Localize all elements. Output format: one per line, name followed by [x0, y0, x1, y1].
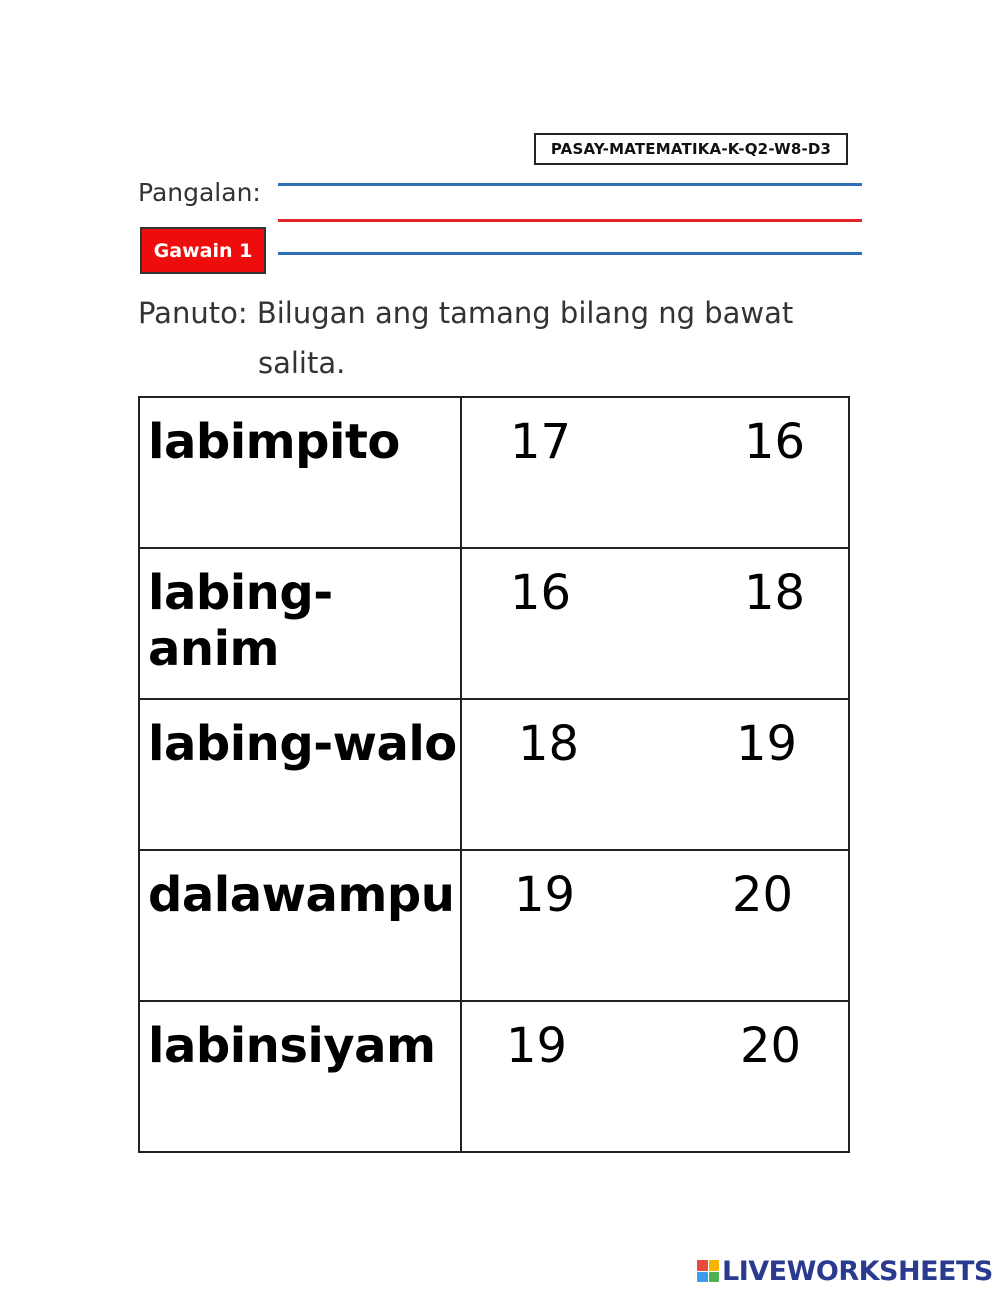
option-b[interactable]: 20	[732, 867, 794, 923]
option-a[interactable]: 18	[518, 716, 580, 772]
table-row	[139, 699, 849, 850]
option-b[interactable]: 20	[740, 1018, 802, 1074]
worksheet-code: PASAY-MATEMATIKA-K-Q2-W8-D3	[534, 133, 848, 165]
option-a[interactable]: 17	[510, 414, 572, 470]
instruction-text	[138, 288, 838, 388]
word-cell	[139, 548, 461, 699]
number-word: dalawampu	[148, 867, 455, 923]
liveworksheets-logo-icon	[697, 1260, 719, 1282]
number-word: labinsiyam	[148, 1018, 436, 1074]
instruction-line-1: Panuto: Bilugan ang tamang bilang ng bawat	[138, 296, 794, 330]
number-word: labing-anim	[148, 565, 333, 677]
table-row	[139, 1001, 849, 1152]
liveworksheets-logo	[697, 1255, 993, 1287]
name-guide-line-top	[278, 183, 862, 186]
word-cell	[139, 850, 461, 1001]
option-a[interactable]: 19	[506, 1018, 568, 1074]
option-a[interactable]: 19	[514, 867, 576, 923]
word-cell	[139, 1001, 461, 1152]
table-row	[139, 397, 849, 548]
liveworksheets-brand-text: LIVEWORKSHEETS	[722, 1255, 993, 1287]
name-guide-line-bottom	[278, 252, 862, 255]
options-cell	[461, 548, 849, 699]
option-b[interactable]: 19	[736, 716, 798, 772]
activity-badge: Gawain 1	[140, 227, 266, 274]
number-word: labimpito	[148, 414, 400, 470]
worksheet-table	[138, 396, 850, 1153]
option-a[interactable]: 16	[510, 565, 572, 621]
instruction-line-2: salita.	[258, 346, 346, 380]
number-word: labing-walo	[148, 716, 457, 772]
name-guide-line-middle	[278, 219, 862, 222]
options-cell	[461, 699, 849, 850]
word-cell	[139, 397, 461, 548]
table-row	[139, 850, 849, 1001]
option-b[interactable]: 18	[744, 565, 806, 621]
name-label: Pangalan:	[138, 178, 261, 207]
options-cell	[461, 850, 849, 1001]
options-cell	[461, 397, 849, 548]
option-b[interactable]: 16	[744, 414, 806, 470]
options-cell	[461, 1001, 849, 1152]
table-row	[139, 548, 849, 699]
word-cell	[139, 699, 461, 850]
